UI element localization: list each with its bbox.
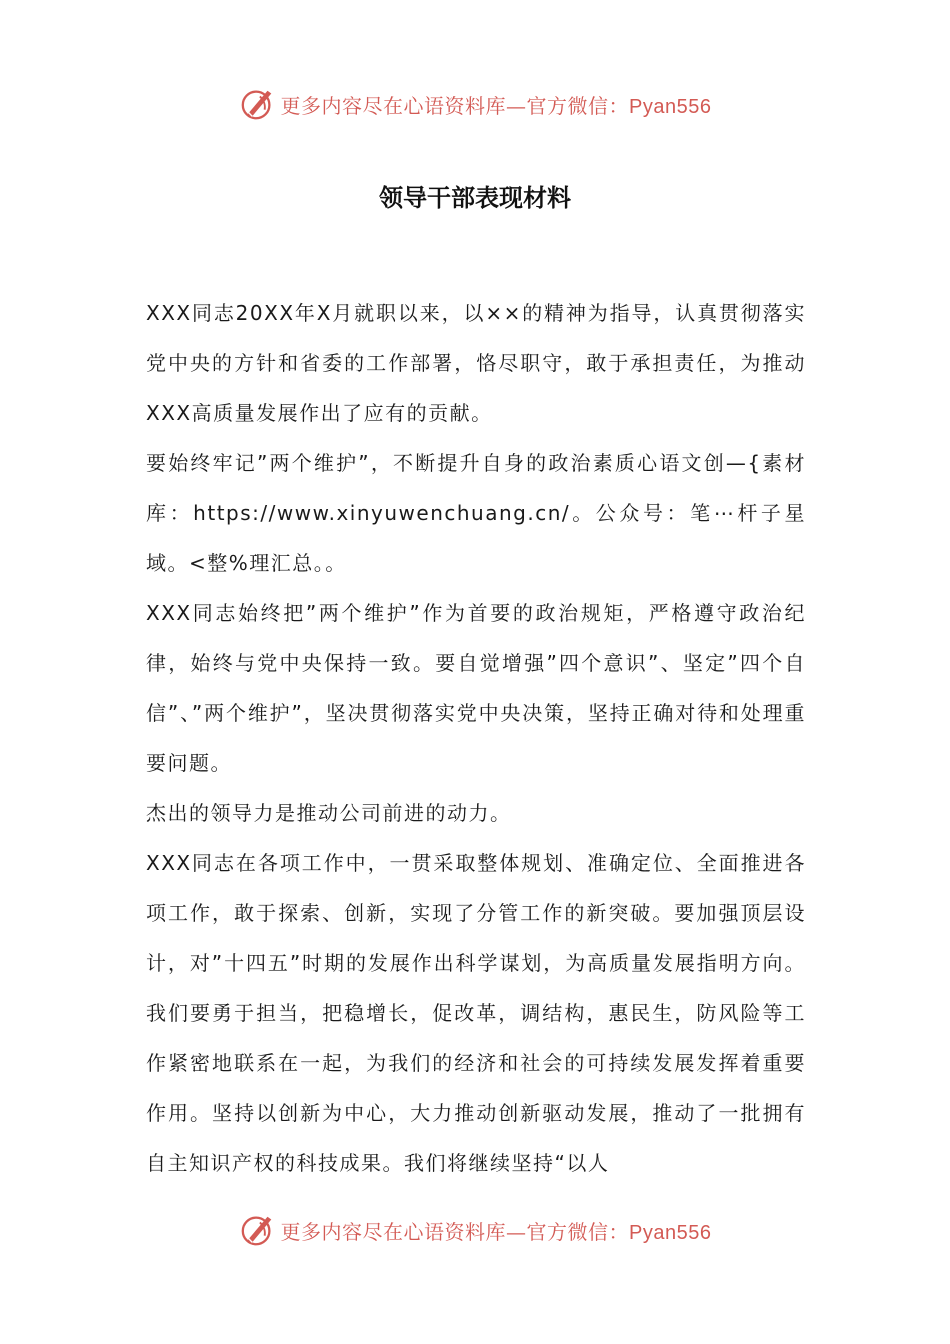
pen-logo-icon: [239, 85, 277, 123]
paragraph: XXX同志始终把”两个维护”作为首要的政治规矩，严格遵守政治纪律，始终与党中央保持一致。要自觉增强”四个意识”、坚定”四个自信”、”两个维护”，坚决贯彻落实党中央决策，坚持正确对待和处理重要问题。: [146, 601, 806, 775]
footer-banner: [0, 1208, 950, 1252]
header-banner: [0, 82, 950, 126]
document-title: 领导干部表现材料: [379, 184, 571, 212]
paragraph: XXX同志20XX年X月就职以来，以××的精神为指导，认真贯彻落实党中央的方针和省委的工作部署，恪尽职守，敢于承担责任，为推动XXX高质量发展作出了应有的贡献。: [146, 301, 806, 425]
pen-logo-icon: [239, 1211, 277, 1249]
paragraph: 要始终牢记”两个维护”，不断提升自身的政治素质心语文创—{素材库：https://www.xinyuwenchuang.cn/。公众号：笔⋯杆子星域。<整%理汇总。。: [146, 451, 806, 575]
wechat-id: Pyan556: [629, 1221, 712, 1244]
document-body: [146, 288, 806, 1188]
paragraph: XXX同志在各项工作中，一贯采取整体规划、准确定位、全面推进各项工作，敢于探索、创新，实现了分管工作的新突破。要加强顶层设计，对”十四五”时期的发展作出科学谋划，为高质量发展指明方向。我们要勇于担当，把稳增长，促改革，调结构，惠民生，防风险等工作紧密地联系在一起，为我们的经济和社会的可持续发展发挥着重要作用。坚持以创新为中心，大力推动创新驱动发展，推动了一批拥有自主知识产权的科技成果。我们将继续坚持“以人: [146, 851, 806, 1175]
wechat-id: Pyan556: [629, 95, 712, 118]
paragraph: 杰出的领导力是推动公司前进的动力。: [146, 801, 512, 825]
banner-text: 更多内容尽在心语资料库—官方微信：Pyan556: [280, 93, 712, 118]
banner-text: 更多内容尽在心语资料库—官方微信：Pyan556: [280, 1219, 712, 1244]
